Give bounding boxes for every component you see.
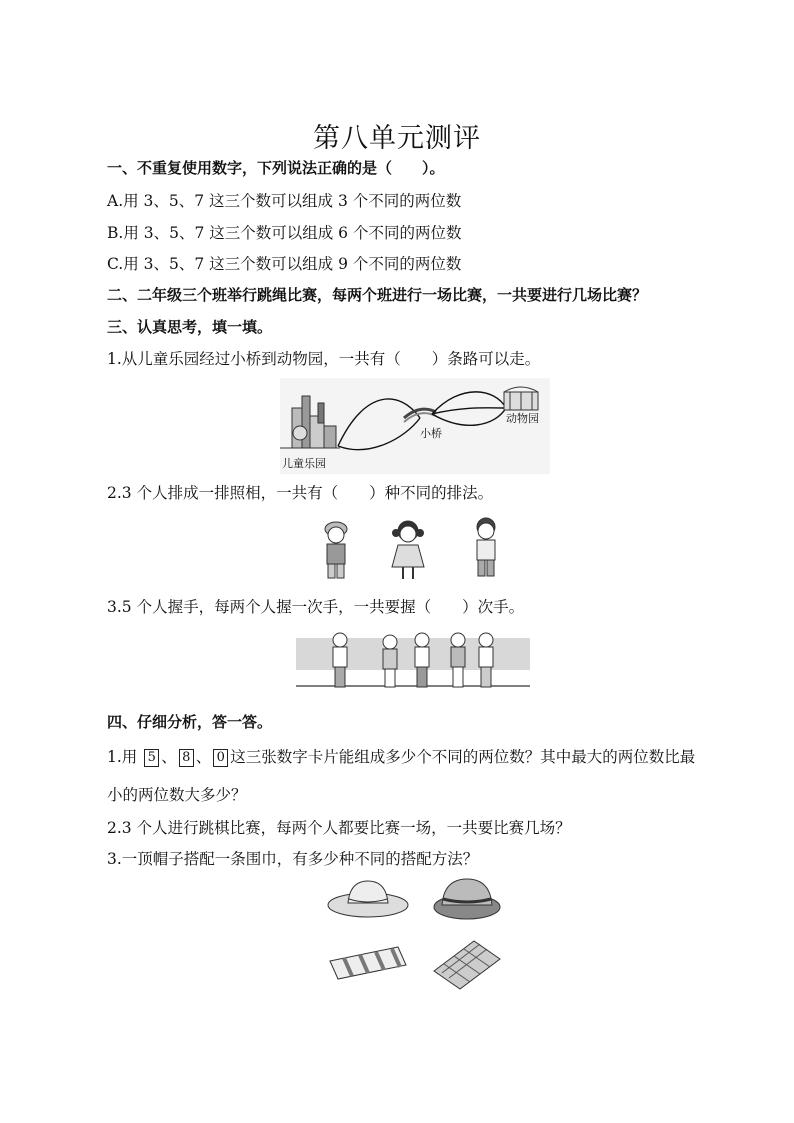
three-children-illustration [318, 515, 508, 583]
section-3-question-1: 1.从儿童乐园经过小桥到动物园，一共有（ ）条路可以走。 [107, 350, 541, 368]
section-1-heading: 一、不重复使用数字，下列说法正确的是（ ）。 [107, 159, 445, 177]
option-a: A.用 3、5、7 这三个数可以组成 3 个不同的两位数 [107, 192, 462, 210]
question-1-text: 这三张数字卡片能组成多少个不同的两位数？其中最大的两位数比最 [230, 748, 696, 766]
section-3-question-3: 3.5 个人握手，每两个人握一次手，一共要握（ ）次手。 [107, 598, 525, 616]
route-diagram [280, 378, 550, 474]
section-3-question-2: 2.3 个人排成一排照相，一共有（ ）种不同的排法。 [107, 484, 494, 502]
striped-scarf-icon [330, 947, 406, 979]
section-4-question-3: 3.一顶帽子搭配一条围巾，有多少种不同的搭配方法？ [107, 850, 479, 868]
plaid-scarf-icon [434, 941, 500, 989]
hats-scarves-illustration [324, 875, 504, 991]
child-boy-icon [477, 518, 495, 576]
section-2-heading: 二、二年级三个班举行跳绳比赛，每两个班进行一场比赛，一共要进行几场比赛？ [107, 286, 648, 304]
section-3-heading: 三、认真思考，填一填。 [107, 318, 273, 336]
label-amusement-park: 儿童乐园 [282, 457, 326, 470]
card-separator: 、 [195, 748, 212, 766]
section-4-question-1 [107, 746, 695, 768]
fedora-hat-icon [434, 879, 500, 919]
number-card-8: 8 [179, 749, 194, 767]
number-card-0: 0 [213, 749, 228, 767]
section-4-heading: 四、仔细分析，答一答。 [107, 713, 273, 731]
question-1-prefix: 1.用 [107, 748, 138, 766]
label-zoo: 动物园 [506, 412, 539, 425]
option-b: B.用 3、5、7 这三个数可以组成 6 个不同的两位数 [107, 224, 462, 242]
page-title: 第八单元测评 [313, 123, 481, 154]
straw-hat-icon [328, 881, 408, 917]
card-separator: 、 [161, 748, 177, 766]
handshake-scene-illustration [296, 628, 530, 698]
child-boy-cap-icon [325, 522, 347, 578]
child-girl-icon [392, 521, 424, 579]
section-4-question-1-continued: 小的两位数大多少？ [107, 786, 247, 804]
number-card-5: 5 [144, 749, 159, 767]
option-c: C.用 3、5、7 这三个数可以组成 9 个不同的两位数 [107, 255, 462, 273]
label-bridge: 小桥 [420, 427, 442, 440]
section-4-question-2: 2.3 个人进行跳棋比赛，每两个人都要比赛一场，一共要比赛几场？ [107, 819, 571, 837]
